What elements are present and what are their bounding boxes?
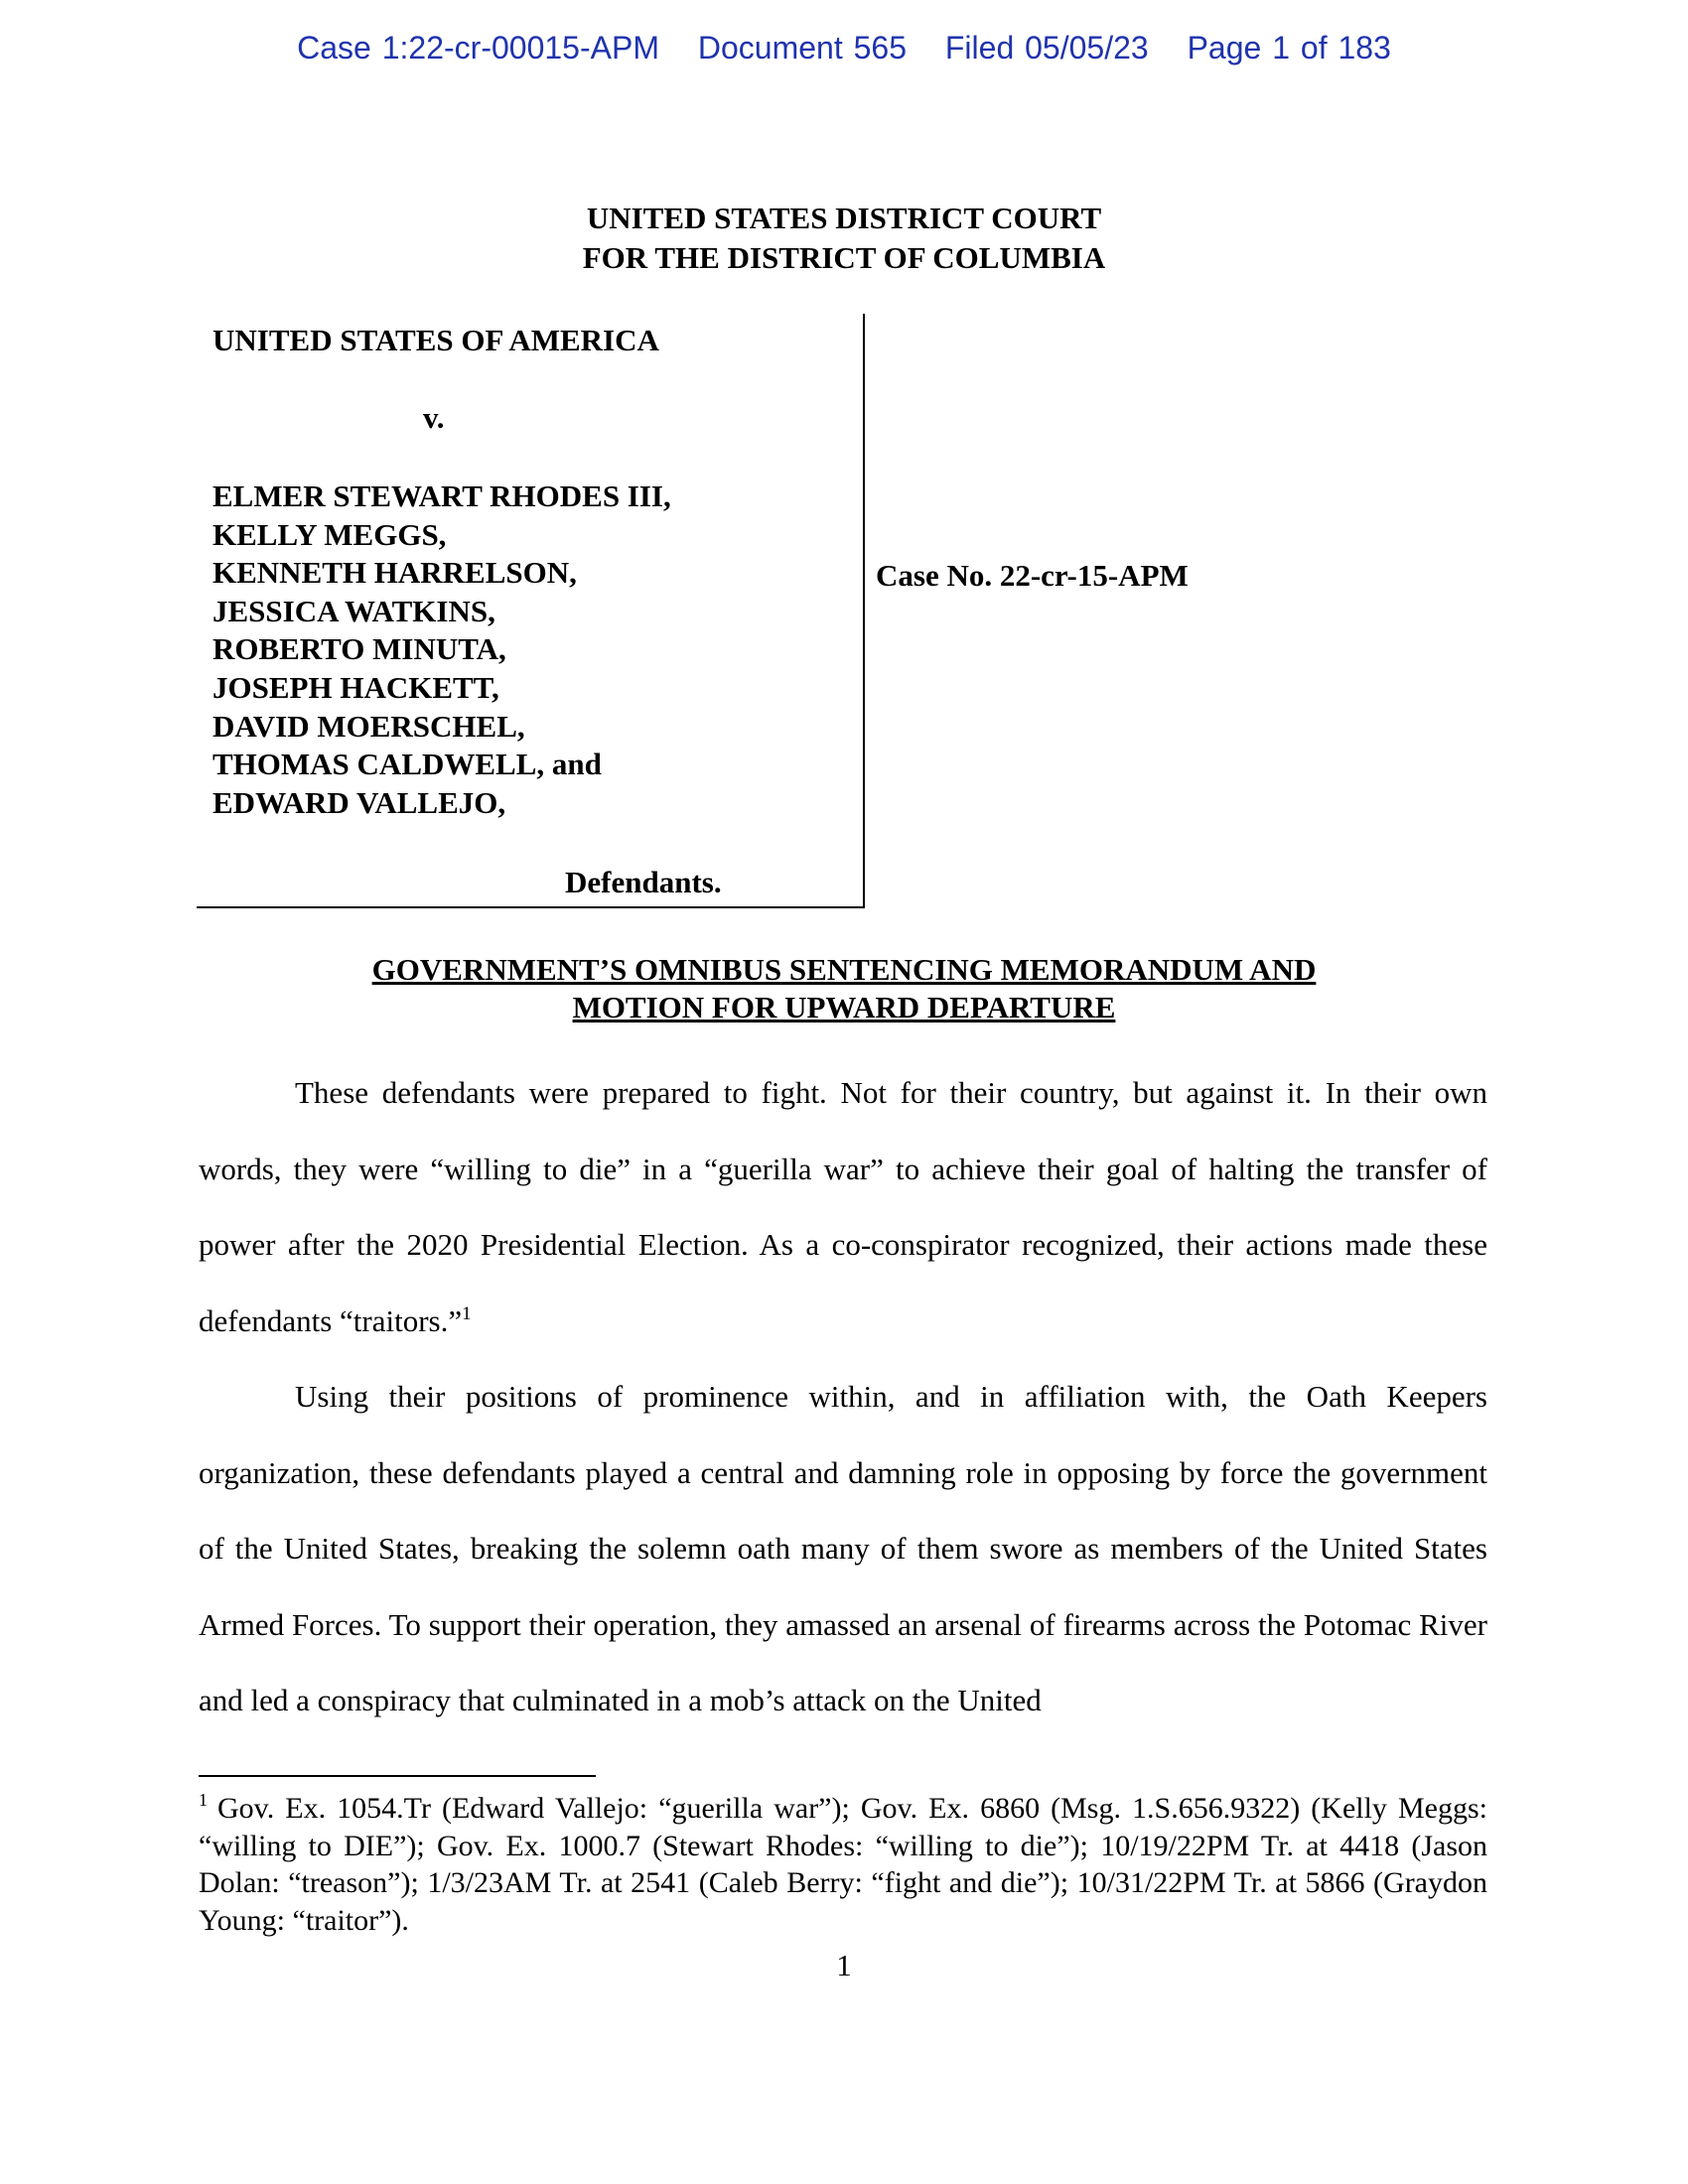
defendant-name: JOSEPH HACKETT, [212, 669, 499, 705]
footnote-reference: 1 [462, 1302, 472, 1324]
ecf-header-stamp [0, 30, 1688, 67]
footnote-text: Gov. Ex. 1054.Tr (Edward Vallejo: “guerilla war”); Gov. Ex. 6860 (Msg. 1.S.656.9322) (Kelly Meggs: “willing to DIE”); Gov. Ex. 1000.7 (Stewart Rhodes: “willing to die”); 10/19/22PM Tr. at 4418 (Jason Dolan: “treason”); 1/3/23AM Tr. at 2541 (Caleb Berry: “fight and die”); 10/31/22PM Tr. at 5866 (Graydon Young: “traitor”). [199, 1792, 1487, 1937]
plaintiff-name: UNITED STATES OF AMERICA [212, 323, 659, 357]
defendant-name: EDWARD VALLEJO, [212, 784, 506, 820]
paragraph-1 [199, 1055, 1487, 1359]
versus-label: v. [423, 400, 445, 435]
paragraph-1-text: These defendants were prepared to fight. Not for their country, but against it. In their own words, they were “willing to die” in a “guerilla war” to achieve their goal of halting the transfer of power after the 2020 Presidential Election. As a co-conspirator recognized, their actions made these defendants “traitors.” [199, 1075, 1487, 1338]
title-line-1: GOVERNMENT’S OMNIBUS SENTENCING MEMORANDUM AND [371, 952, 1317, 987]
body-text [199, 1055, 1487, 1739]
title-line-2: MOTION FOR UPWARD DEPARTURE [572, 990, 1116, 1024]
header-page-count: Page 1 of 183 [1187, 30, 1391, 66]
header-case-number: Case 1:22-cr-00015-APM [297, 30, 659, 66]
case-number: Case No. 22-cr-15-APM [876, 558, 1189, 593]
page-number: 1 [836, 1948, 852, 1982]
footnote [199, 1790, 1487, 1939]
footnote-number: 1 [199, 1790, 208, 1810]
defendant-name: ROBERTO MINUTA, [212, 631, 506, 667]
defendant-name: DAVID MOERSCHEL, [212, 708, 525, 744]
defendant-name: THOMAS CALDWELL, and [212, 747, 602, 782]
header-filed-date: Filed 05/05/23 [944, 30, 1149, 66]
court-name: UNITED STATES DISTRICT COURT [586, 201, 1102, 235]
defendant-name: ELMER STEWART RHODES III, [212, 478, 671, 513]
defendants-list [212, 478, 671, 822]
defendant-name: KENNETH HARRELSON, [212, 555, 577, 591]
defendants-label: Defendants. [565, 865, 722, 899]
court-heading [0, 199, 1688, 278]
court-district: FOR THE DISTRICT OF COLUMBIA [582, 240, 1106, 275]
caption-horizontal-rule [197, 906, 865, 908]
header-document-number: Document 565 [697, 30, 907, 66]
footnote-separator [199, 1775, 596, 1777]
caption-vertical-rule [863, 314, 865, 907]
defendant-name: KELLY MEGGS, [212, 516, 447, 552]
paragraph-2: Using their positions of prominence within, and in affiliation with, the Oath Keepers organization, these defendants played a central and damning role in opposing by force the government of the United States, breaking the solemn oath many of them swore as members of the United States Armed Forces. To support their operation, they amassed an arsenal of firearms across the Potomac River and led a conspiracy that culminated in a mob’s attack on the United [199, 1379, 1487, 1717]
defendant-name: JESSICA WATKINS, [212, 593, 495, 628]
document-title [0, 951, 1688, 1026]
